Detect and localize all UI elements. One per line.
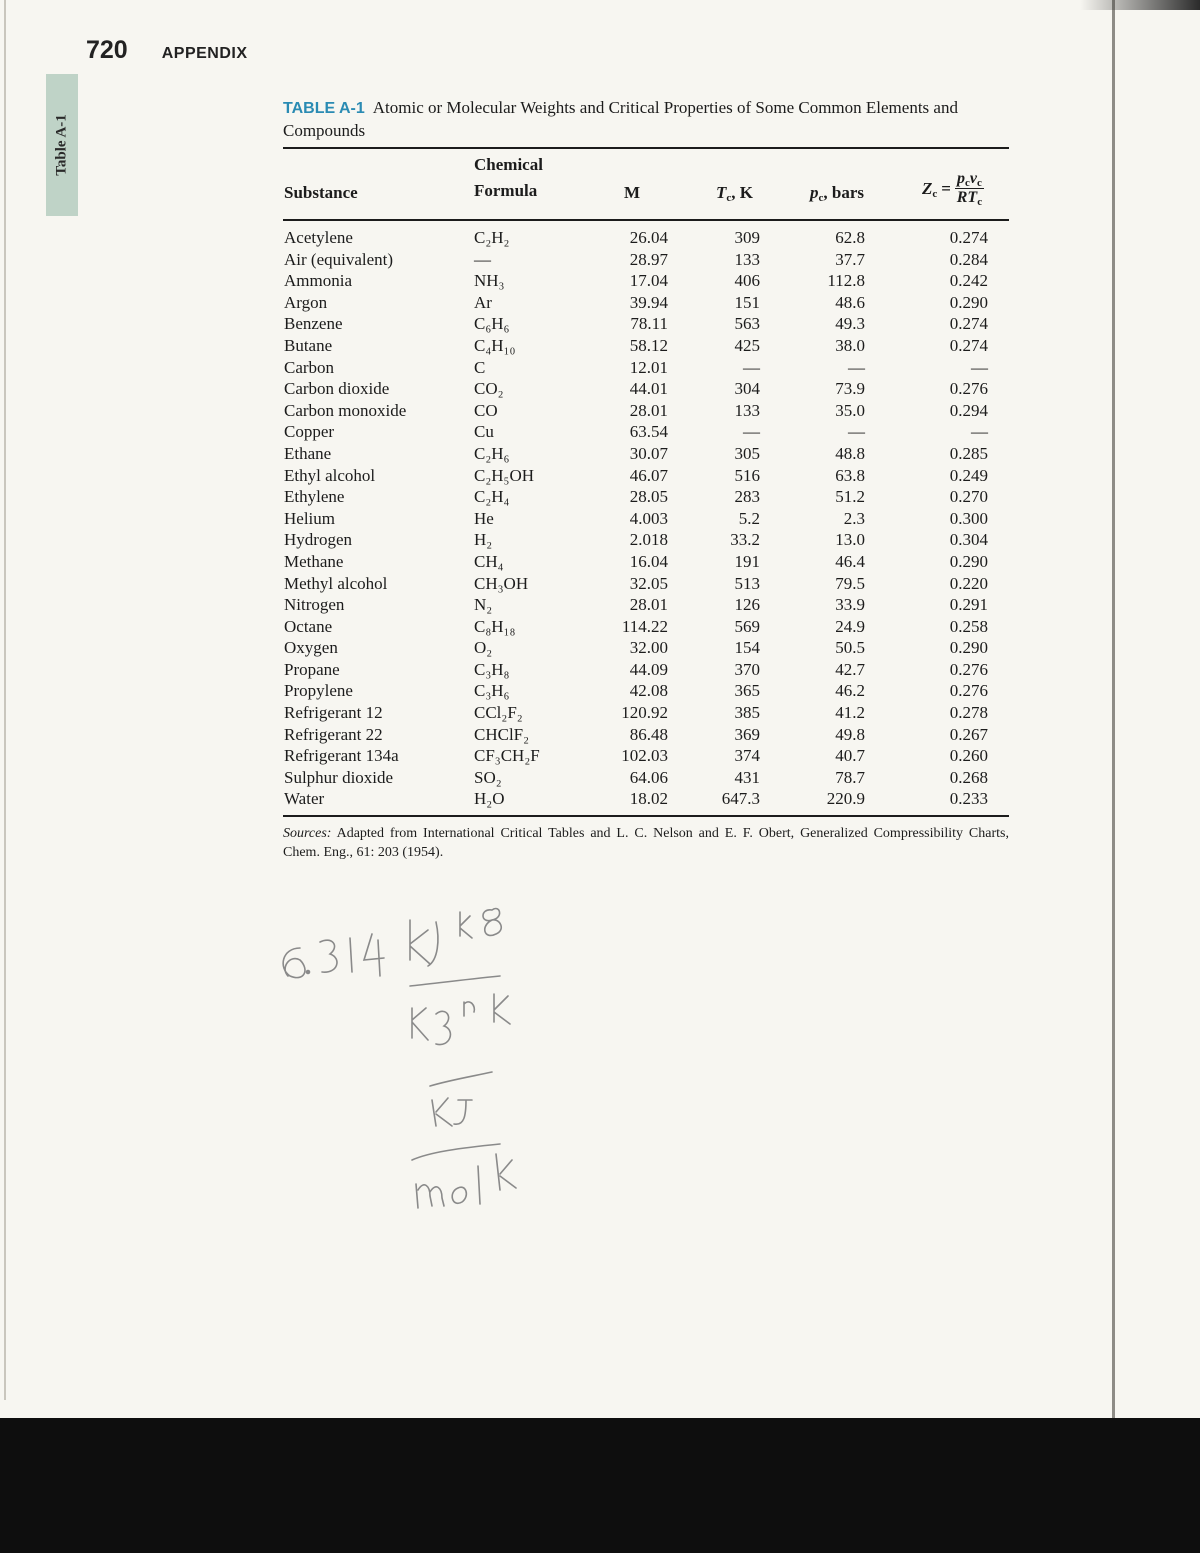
table-row: [283, 724, 1009, 746]
cell-substance: Propylene: [284, 681, 353, 701]
table-row: [283, 637, 1009, 659]
table-row: [283, 227, 1009, 249]
cell-formula: CF₃CH₂F: [474, 746, 540, 766]
cell-formula: CCl₂F₂: [474, 703, 523, 723]
cell-formula: CO: [474, 400, 498, 420]
cell-formula: C: [474, 357, 486, 377]
table-row: [283, 508, 1009, 530]
cell-substance: Refrigerant 12: [284, 703, 383, 723]
cell-critical-pressure: 73.9: [835, 379, 865, 399]
table-title: Atomic or Molecular Weights and Critical Properties of Some Common Elements and Compounds: [283, 98, 958, 140]
zc-subscript: c: [932, 187, 938, 200]
cell-compressibility: 0.242: [949, 271, 988, 291]
cell-compressibility: 0.274: [949, 228, 988, 247]
cell-substance: Butane: [284, 335, 333, 355]
cell-substance: Carbon: [284, 357, 335, 377]
cell-critical-temperature: 151: [734, 292, 760, 312]
table-label: TABLE A-1: [283, 100, 365, 117]
cell-molecular-weight: 78.11: [630, 314, 668, 334]
col-header-substance: Substance: [284, 183, 358, 202]
cell-substance: Methyl alcohol: [284, 573, 388, 593]
table-row: [283, 378, 1009, 400]
table-row: [283, 551, 1009, 573]
cell-substance: Ethane: [284, 443, 332, 463]
cell-molecular-weight: 114.22: [621, 616, 668, 636]
table-row: [283, 313, 1009, 335]
cell-compressibility: 0.291: [949, 595, 988, 615]
table-row: [283, 421, 1009, 443]
cell-substance: Argon: [284, 292, 328, 312]
pc-symbol: p: [810, 183, 819, 202]
cell-substance: Methane: [284, 551, 344, 571]
cell-critical-temperature: 647.3: [721, 789, 760, 809]
side-tab-label: Table A-1: [53, 114, 70, 176]
cell-substance: Hydrogen: [284, 530, 352, 550]
table-row: [283, 529, 1009, 551]
table-row: [283, 788, 1009, 810]
cell-molecular-weight: 4.003: [629, 508, 668, 528]
cell-critical-pressure: 49.3: [835, 314, 865, 334]
table-row: [283, 270, 1009, 292]
cell-critical-temperature: 431: [734, 767, 760, 787]
cell-formula: CH₄: [474, 551, 504, 571]
cell-molecular-weight: 46.07: [629, 465, 668, 485]
sources-text: Adapted from International Critical Tables and L. C. Nelson and E. F. Obert, Generalized Compressibility Charts, Chem. Eng., 61: 203 (1954).: [283, 826, 1009, 860]
cell-critical-temperature: 133: [734, 400, 760, 420]
cell-critical-pressure: 40.7: [835, 746, 865, 766]
cell-critical-pressure: 48.8: [835, 443, 865, 463]
corner-shadow: [1080, 0, 1200, 10]
cell-critical-temperature: 370: [734, 659, 760, 679]
cell-substance: Nitrogen: [284, 595, 345, 615]
table-sources: [283, 824, 1009, 862]
col-header-zc: [922, 170, 984, 207]
cell-molecular-weight: 12.01: [629, 357, 668, 377]
cell-critical-temperature: 309: [734, 228, 760, 247]
cell-formula: O₂: [474, 638, 493, 658]
cell-compressibility: 0.249: [949, 465, 988, 485]
page-number: 720: [86, 36, 128, 64]
cell-critical-temperature: 385: [734, 703, 760, 723]
cell-critical-pressure: 220.9: [826, 789, 865, 809]
cell-critical-pressure: 2.3: [843, 508, 865, 528]
cell-critical-temperature: 126: [734, 595, 760, 615]
cell-critical-pressure: 41.2: [835, 703, 865, 723]
cell-molecular-weight: 2.018: [629, 530, 668, 550]
cell-critical-temperature: 406: [734, 271, 760, 291]
cell-molecular-weight: 39.94: [629, 292, 668, 312]
cell-substance: Oxygen: [284, 638, 338, 658]
page-left-edge: [4, 0, 6, 1400]
cell-compressibility: —: [971, 422, 988, 442]
cell-critical-temperature: 283: [734, 487, 760, 507]
cell-compressibility: 0.233: [949, 789, 988, 809]
cell-critical-temperature: 154: [734, 638, 760, 658]
cell-molecular-weight: 42.08: [629, 681, 668, 701]
cell-critical-pressure: 63.8: [835, 465, 865, 485]
pc-unit: , bars: [823, 183, 865, 202]
cell-compressibility: 0.270: [949, 487, 988, 507]
cell-molecular-weight: 44.09: [629, 659, 668, 679]
cell-critical-temperature: 365: [734, 681, 760, 701]
cell-formula: C₃H₆: [474, 681, 510, 701]
cell-compressibility: 0.290: [949, 551, 988, 571]
cell-critical-pressure: 37.7: [835, 249, 865, 269]
col-header-formula-bottom: Formula: [474, 181, 538, 200]
cell-compressibility: 0.260: [949, 746, 988, 766]
table-body: [283, 227, 1009, 810]
cell-formula: C₈H₁₈: [474, 616, 516, 636]
table-row: [283, 702, 1009, 724]
cell-formula: H₂: [474, 530, 493, 550]
cell-critical-temperature: 5.2: [738, 508, 760, 528]
col-header-pc: [810, 180, 864, 206]
cell-molecular-weight: 32.05: [629, 573, 668, 593]
cell-formula: He: [474, 508, 494, 528]
cell-formula: CHClF₂: [474, 724, 530, 744]
cell-compressibility: 0.268: [949, 767, 988, 787]
table-row: [283, 594, 1009, 616]
cell-molecular-weight: 32.00: [629, 638, 668, 658]
col-header-tc: [716, 180, 753, 206]
handwritten-notes: [260, 890, 580, 1230]
cell-molecular-weight: 120.92: [621, 703, 668, 723]
cell-compressibility: 0.274: [949, 335, 988, 355]
cell-critical-temperature: —: [743, 357, 760, 377]
cell-critical-pressure: 35.0: [835, 400, 865, 420]
cell-compressibility: 0.258: [949, 616, 988, 636]
cell-substance: Carbon monoxide: [284, 400, 407, 420]
cell-critical-pressure: 24.9: [835, 616, 865, 636]
cell-formula: N₂: [474, 595, 493, 615]
cell-molecular-weight: 86.48: [629, 724, 668, 744]
table-row: [283, 443, 1009, 465]
cell-critical-pressure: 38.0: [835, 335, 865, 355]
cell-formula: NH₃: [474, 271, 505, 291]
cell-formula: C₃H₈: [474, 659, 510, 679]
cell-substance: Sulphur dioxide: [284, 767, 394, 787]
cell-formula: C₂H₂: [474, 228, 510, 247]
zc-fraction: [955, 170, 984, 207]
cell-formula: H₂O: [474, 789, 505, 809]
sources-label: Sources:: [283, 826, 332, 841]
col-header-formula-top: Chemical: [474, 155, 543, 174]
table-row: [283, 616, 1009, 638]
cell-molecular-weight: 64.06: [629, 767, 668, 787]
cell-substance: Acetylene: [284, 228, 353, 247]
cell-compressibility: 0.276: [949, 659, 988, 679]
table-row: [283, 486, 1009, 508]
cell-formula: C₂H₄: [474, 487, 510, 507]
cell-compressibility: 0.285: [949, 443, 988, 463]
cell-substance: Refrigerant 134a: [284, 746, 399, 766]
side-tab: [46, 74, 78, 216]
cell-formula: C₂H₅OH: [474, 465, 535, 485]
table-caption: [283, 97, 1009, 142]
table-head-rule: [283, 219, 1009, 221]
cell-critical-pressure: 46.2: [835, 681, 865, 701]
cell-critical-pressure: 46.4: [835, 551, 865, 571]
cell-critical-pressure: 42.7: [835, 659, 865, 679]
cell-critical-temperature: 304: [734, 379, 760, 399]
cell-formula: C₆H₆: [474, 314, 510, 334]
cell-substance: Copper: [284, 422, 335, 442]
cell-formula: —: [474, 249, 491, 269]
cell-critical-pressure: 49.8: [835, 724, 865, 744]
cell-critical-temperature: 513: [734, 573, 760, 593]
cell-molecular-weight: 28.01: [629, 595, 668, 615]
cell-formula: CO₂: [474, 379, 504, 399]
cell-formula: C₄H₁₀: [474, 335, 516, 355]
col-header-m: M: [624, 183, 641, 202]
zc-denominator: $RT_c$: [956, 189, 983, 208]
cell-molecular-weight: 16.04: [629, 551, 668, 571]
cell-compressibility: 0.220: [949, 573, 988, 593]
table-row: [283, 745, 1009, 767]
cell-molecular-weight: 18.02: [629, 789, 668, 809]
table-bottom-rule: [283, 815, 1009, 817]
cell-critical-pressure: 48.6: [835, 292, 865, 312]
cell-molecular-weight: 26.04: [629, 228, 668, 247]
cell-molecular-weight: 28.05: [629, 487, 668, 507]
table-row: [283, 767, 1009, 789]
table-row: [283, 335, 1009, 357]
page-right-edge: [1112, 0, 1115, 1420]
cell-critical-temperature: 425: [734, 335, 760, 355]
cell-substance: Carbon dioxide: [284, 379, 390, 399]
table-row: [283, 292, 1009, 314]
cell-compressibility: 0.284: [949, 249, 988, 269]
zc-numerator: $p_cv_c$: [956, 170, 982, 189]
table-row: [283, 249, 1009, 271]
cell-critical-temperature: —: [743, 422, 760, 442]
cell-molecular-weight: 63.54: [629, 422, 668, 442]
cell-substance: Benzene: [284, 314, 343, 334]
cell-formula: Ar: [474, 292, 492, 312]
cell-substance: Ammonia: [284, 271, 352, 291]
col-header-formula: [474, 152, 543, 204]
cell-molecular-weight: 28.97: [629, 249, 668, 269]
cell-critical-temperature: 191: [734, 551, 760, 571]
cell-critical-pressure: 112.8: [827, 271, 865, 291]
cell-substance: Octane: [284, 616, 333, 636]
cell-formula: Cu: [474, 422, 494, 442]
cell-critical-pressure: 78.7: [835, 767, 865, 787]
cell-substance: Water: [284, 789, 325, 809]
cell-compressibility: 0.276: [949, 379, 988, 399]
cell-compressibility: 0.290: [949, 638, 988, 658]
table-row: [283, 680, 1009, 702]
tc-subscript: c: [726, 192, 732, 204]
running-head: APPENDIX: [161, 45, 248, 62]
cell-formula: C₂H₆: [474, 443, 510, 463]
cell-substance: Refrigerant 22: [284, 724, 383, 744]
cell-compressibility: 0.278: [949, 703, 988, 723]
table-row: [283, 573, 1009, 595]
cell-molecular-weight: 17.04: [629, 271, 668, 291]
cell-critical-temperature: 374: [734, 746, 760, 766]
cell-critical-temperature: 569: [734, 616, 760, 636]
cell-molecular-weight: 30.07: [629, 443, 668, 463]
zc-symbol: Z: [922, 178, 933, 198]
cell-molecular-weight: 28.01: [629, 400, 668, 420]
scan-bottom-band: [0, 1418, 1200, 1553]
page-header: [86, 36, 248, 65]
cell-critical-pressure: —: [848, 357, 865, 377]
cell-compressibility: 0.267: [949, 724, 988, 744]
table-row: [283, 659, 1009, 681]
cell-compressibility: 0.274: [949, 314, 988, 334]
cell-critical-temperature: 563: [734, 314, 760, 334]
zc-equals: =: [941, 178, 951, 198]
cell-critical-temperature: 305: [734, 443, 760, 463]
cell-compressibility: 0.276: [949, 681, 988, 701]
cell-critical-temperature: 516: [734, 465, 760, 485]
cell-substance: Helium: [284, 508, 335, 528]
cell-substance: Ethylene: [284, 487, 345, 507]
cell-compressibility: 0.304: [949, 530, 988, 550]
cell-formula: SO₂: [474, 767, 502, 787]
cell-critical-temperature: 33.2: [730, 530, 760, 550]
cell-compressibility: 0.294: [949, 400, 988, 420]
cell-critical-temperature: 133: [734, 249, 760, 269]
cell-molecular-weight: 44.01: [629, 379, 668, 399]
pc-subscript: c: [818, 192, 824, 204]
cell-compressibility: —: [971, 357, 988, 377]
table-row: [283, 357, 1009, 379]
cell-substance: Ethyl alcohol: [284, 465, 376, 485]
cell-critical-pressure: 79.5: [835, 573, 865, 593]
cell-substance: Air (equivalent): [284, 249, 394, 269]
tc-symbol: T: [716, 183, 727, 202]
cell-formula: CH₃OH: [474, 573, 529, 593]
cell-compressibility: 0.290: [949, 292, 988, 312]
cell-molecular-weight: 58.12: [629, 335, 668, 355]
cell-critical-pressure: 33.9: [835, 595, 865, 615]
cell-critical-pressure: 13.0: [835, 530, 865, 550]
cell-critical-temperature: 369: [734, 724, 760, 744]
tc-unit: , K: [731, 183, 754, 202]
table-top-rule: [283, 147, 1009, 149]
cell-critical-pressure: 62.8: [835, 228, 865, 247]
table-row: [283, 400, 1009, 422]
cell-critical-pressure: 50.5: [835, 638, 865, 658]
table-row: [283, 465, 1009, 487]
cell-compressibility: 0.300: [949, 508, 988, 528]
cell-critical-pressure: —: [848, 422, 865, 442]
cell-critical-pressure: 51.2: [835, 487, 865, 507]
cell-substance: Propane: [284, 659, 340, 679]
cell-molecular-weight: 102.03: [621, 746, 668, 766]
